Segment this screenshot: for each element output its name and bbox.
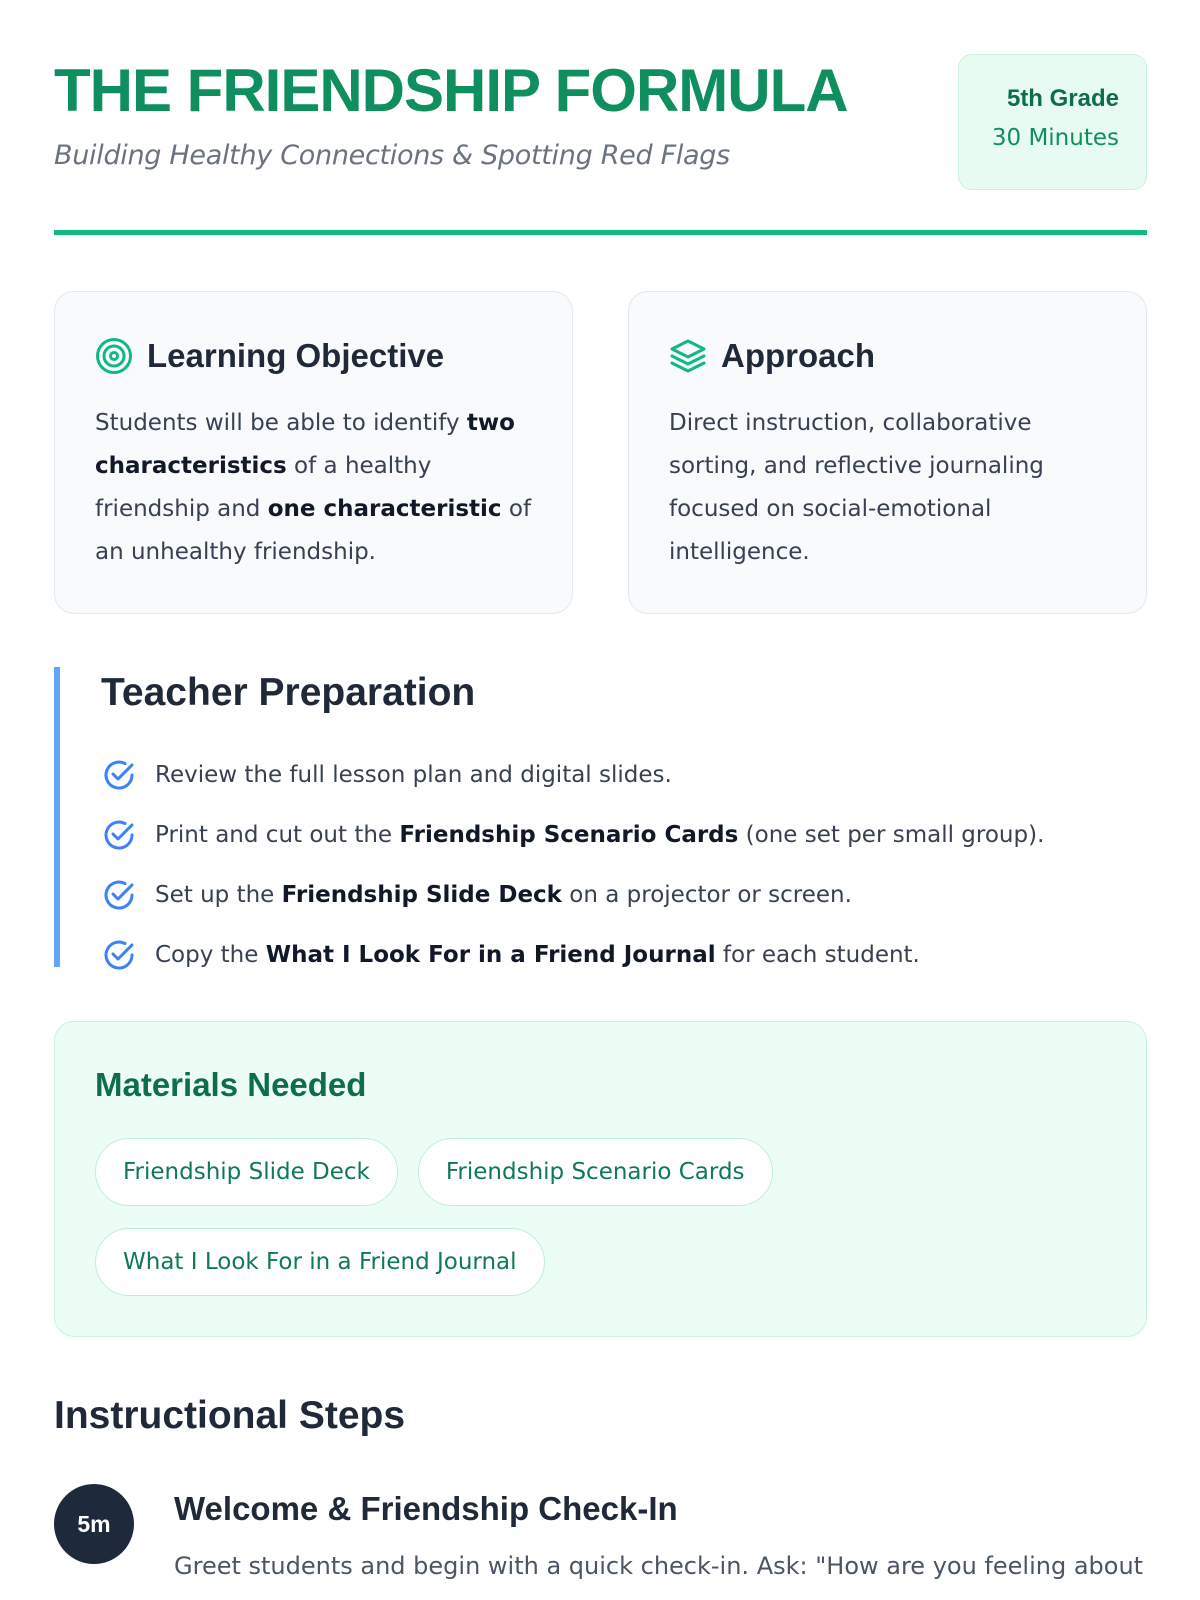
prep-emphasis: Friendship Scenario Cards — [399, 822, 739, 848]
prep-emphasis: What I Look For in a Friend Journal — [265, 942, 716, 968]
teacher-preparation-list — [101, 745, 1147, 985]
check-circle-icon — [101, 757, 137, 793]
approach-card — [628, 291, 1147, 614]
step-title: Welcome & Friendship Check-In — [174, 1490, 678, 1527]
prep-list-item — [101, 865, 1147, 925]
prep-text-part: Print and cut out the — [155, 822, 400, 848]
prep-list-item — [101, 925, 1147, 985]
prep-item-text — [155, 822, 1044, 848]
learning-objective-header — [95, 336, 532, 376]
step-duration-badge: 5m — [54, 1484, 134, 1564]
learning-objective-card — [54, 291, 573, 614]
objective-text-part: of an unhealthy friendship. — [95, 496, 532, 565]
objective-emphasis: one characteristic — [267, 496, 502, 522]
check-circle-icon — [101, 877, 137, 913]
header-divider — [54, 230, 1147, 235]
learning-objective-title: Learning Objective — [147, 337, 445, 374]
prep-item-text — [155, 942, 920, 968]
prep-text-part: (one set per small group). — [738, 822, 1045, 848]
approach-header — [669, 336, 1106, 376]
grade-duration-badge — [958, 54, 1147, 190]
material-chip: What I Look For in a Friend Journal — [95, 1228, 545, 1296]
prep-list-item — [101, 805, 1147, 865]
lesson-plan-page — [54, 0, 1147, 1600]
approach-title: Approach — [721, 337, 876, 374]
prep-text-part: for each student. — [715, 942, 920, 968]
prep-text-part: Set up the — [155, 882, 282, 908]
material-chip: Friendship Scenario Cards — [418, 1138, 773, 1206]
prep-text-part: Review the full lesson plan and digital slides. — [155, 762, 672, 788]
check-circle-icon — [101, 817, 137, 853]
prep-text-part: on a projector or screen. — [561, 882, 852, 908]
grade-label: 5th Grade — [1006, 85, 1119, 112]
materials-title: Materials Needed — [95, 1066, 367, 1103]
layers-icon — [669, 337, 707, 375]
prep-emphasis: Friendship Slide Deck — [281, 882, 562, 908]
objective-text-part: Students will be able to identify — [95, 410, 467, 436]
material-chip: Friendship Slide Deck — [95, 1138, 398, 1206]
teacher-preparation-section — [54, 667, 1147, 967]
prep-text-part: Copy the — [155, 942, 266, 968]
page-title: THE FRIENDSHIP FORMULA — [54, 57, 848, 124]
materials-section — [54, 1021, 1147, 1337]
learning-objective-text — [95, 402, 532, 574]
check-circle-icon — [101, 937, 137, 973]
prep-item-text — [155, 762, 672, 788]
target-icon — [95, 337, 133, 375]
teacher-preparation-title: Teacher Preparation — [101, 671, 476, 714]
lesson-header — [54, 52, 1147, 192]
prep-item-text — [155, 882, 852, 908]
approach-text: Direct instruction, collaborative sorting, and reflective journaling focused on social-emotional intelligence. — [669, 410, 1044, 565]
materials-list — [95, 1138, 915, 1296]
step-description: Greet students and begin with a quick check-in. Ask: "How are you feeling about — [174, 1552, 1144, 1580]
prep-list-item — [101, 745, 1147, 805]
objective-emphasis: two characteristics — [95, 410, 515, 479]
objective-text-part: of a healthy friendship and — [95, 453, 432, 522]
duration-label: 30 Minutes — [991, 125, 1119, 151]
instructional-steps-title: Instructional Steps — [54, 1394, 406, 1437]
page-subtitle: Building Healthy Connections & Spotting Red Flags — [54, 140, 730, 171]
